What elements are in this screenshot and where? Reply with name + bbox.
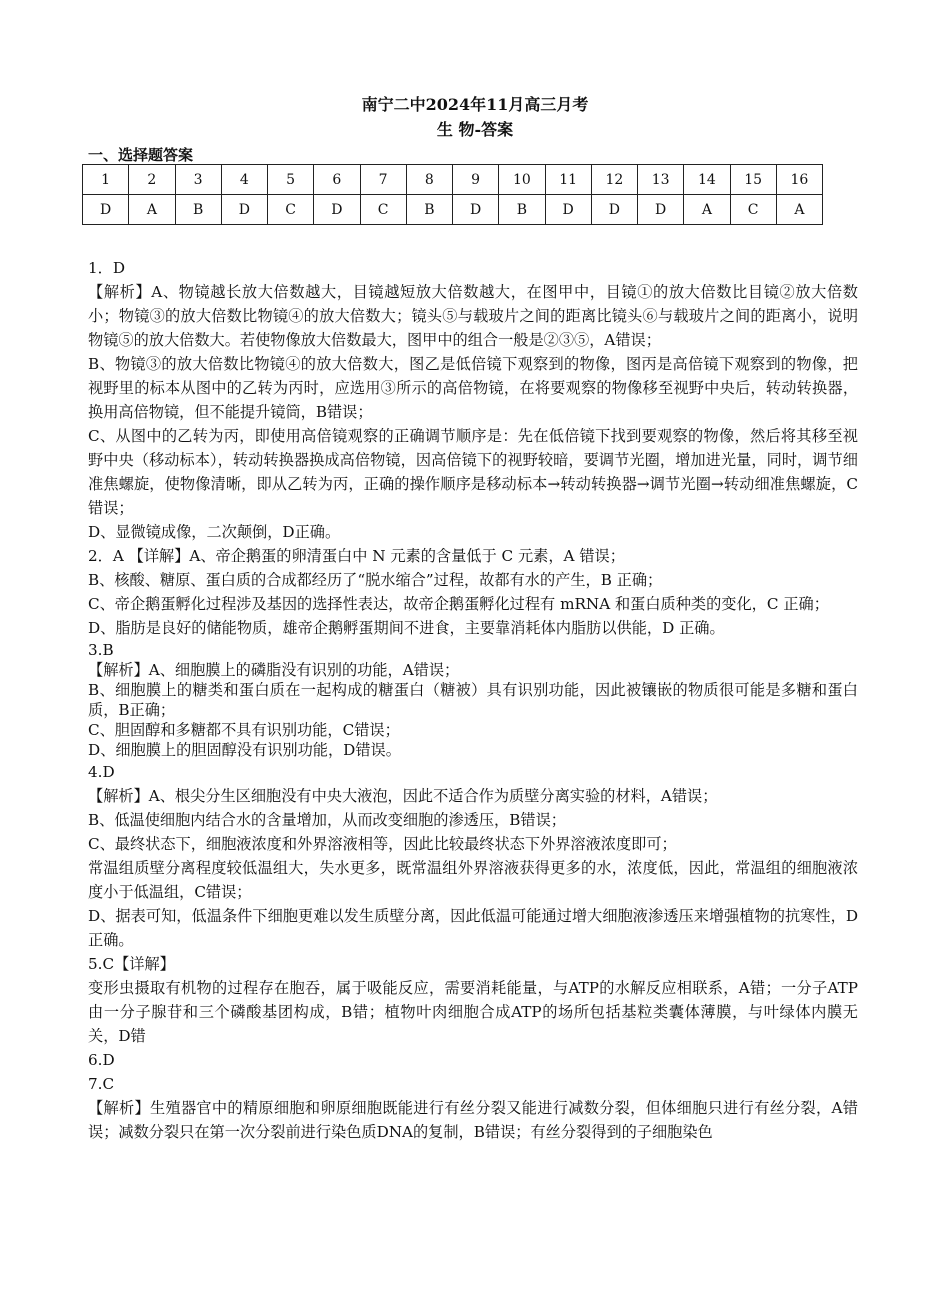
question-number: 4: [221, 165, 267, 195]
explanation-paragraph: 变形虫摄取有机物的过程存在胞吞，属于吸能反应，需要消耗能量，与ATP的水解反应相联系，A错；一分子ATP由一分子腺苷和三个磷酸基团构成，B错；植物叶肉细胞合成ATP的场所包括基粒类囊体薄膜，与叶绿体内膜无关，D错: [88, 979, 858, 1045]
question-number-line: 7.C: [88, 1075, 115, 1093]
answer-cell: B: [406, 195, 452, 225]
question-number: 15: [730, 165, 776, 195]
question-number-line: 3.B: [88, 641, 114, 659]
explanation-paragraph: B、物镜③的放大倍数比物镜④的放大倍数大，图乙是低倍镜下观察到的物像，图丙是高倍镜下观察到的物像，把视野里的标本从图中的乙转为丙时，应选用③所示的高倍物镜，在将要观察的物像移至视野中央后，转动转换器，换用高倍物镜，但不能提升镜筒，B错误；: [88, 355, 858, 421]
explanation-paragraph: 【解析】A、物镜越长放大倍数越大，目镜越短放大倍数越大，在图甲中，目镜①的放大倍数比目镜②放大倍数小；物镜③的放大倍数比物镜④的放大倍数大；镜头⑤与载玻片之间的距离比镜头⑥与载玻片之间的距离小，说明物镜⑤的放大倍数大。若使物像放大倍数最大，图甲中的组合一般是②③⑤，A错误；: [88, 283, 858, 349]
answer-cell: D: [591, 195, 637, 225]
question-number: 9: [453, 165, 499, 195]
question-number: 16: [776, 165, 822, 195]
question-number-line: 4.D: [88, 763, 115, 781]
section-heading: 一、选择题答案: [88, 146, 194, 164]
question-number: 13: [638, 165, 684, 195]
answer-cell: D: [638, 195, 684, 225]
explanation-paragraph: B、细胞膜上的糖类和蛋白质在一起构成的糖蛋白（糖被）具有识别功能，因此被镶嵌的物质很可能是多糖和蛋白质，B正确；: [88, 681, 858, 719]
question-number-line: 6.D: [88, 1051, 115, 1069]
explanation-paragraph: C、帝企鹅蛋孵化过程涉及基因的选择性表达，故帝企鹅蛋孵化过程有 mRNA 和蛋白质种类的变化，C 正确；: [88, 595, 829, 613]
explanation-paragraph: C、最终状态下，细胞液浓度和外界溶液相等，因此比较最终状态下外界溶液浓度即可；: [88, 835, 677, 853]
question-number: 12: [591, 165, 637, 195]
explanation-paragraph: D、据表可知，低温条件下细胞更难以发生质壁分离，因此低温可能通过增大细胞液渗透压来增强植物的抗寒性，D正确。: [88, 907, 858, 949]
question-number: 3: [175, 165, 221, 195]
question-number: 7: [360, 165, 406, 195]
explanation-paragraph: 常温组质壁分离程度较低温组大，失水更多，既常温组外界溶液获得更多的水，浓度低，因此，常温组的细胞液浓度小于低温组，C错误；: [88, 859, 858, 901]
question-number: 5: [268, 165, 314, 195]
answer-cell: A: [129, 195, 175, 225]
answer-cell: C: [730, 195, 776, 225]
explanation-paragraph: 【解析】生殖器官中的精原细胞和卵原细胞既能进行有丝分裂又能进行减数分裂，但体细胞只进行有丝分裂，A错误；减数分裂只在第一次分裂前进行染色质DNA的复制，B错误；有丝分裂得到的子细胞染色: [88, 1099, 858, 1141]
answer-cell: A: [776, 195, 822, 225]
question-number-line: 1．D: [88, 259, 126, 277]
explanation-body: [88, 256, 858, 1144]
explanation-paragraph: B、低温使细胞内结合水的含量增加，从而改变细胞的渗透压，B错误；: [88, 811, 566, 829]
explanation-paragraph: 2．A 【详解】A、帝企鹅蛋的卵清蛋白中 N 元素的含量低于 C 元素，A 错误；: [88, 547, 625, 565]
answer-cell: D: [545, 195, 591, 225]
answer-cell: D: [221, 195, 267, 225]
explanation-paragraph: C、从图中的乙转为丙，即使用高倍镜观察的正确调节顺序是：先在低倍镜下找到要观察的物像，然后将其移至视野中央（移动标本），转动转换器换成高倍物镜，因高倍镜下的视野较暗，要调节光圈，增加进光量，同时，调节细准焦螺旋，使物像清晰，即从乙转为丙，正确的操作顺序是移动标本→转动转换器→调节光圈→转动细准焦螺旋，C错误；: [88, 427, 858, 517]
explanation-paragraph: D、显微镜成像，二次颠倒，D正确。: [88, 523, 341, 541]
explanation-paragraph: D、脂肪是良好的储能物质，雄帝企鹅孵蛋期间不进食，主要靠消耗体内脂肪以供能，D 正确。: [88, 619, 725, 637]
question-number: 1: [83, 165, 129, 195]
page-title: 南宁二中2024年11月高三月考: [361, 95, 589, 114]
question-number: 11: [545, 165, 591, 195]
question-number: 8: [406, 165, 452, 195]
explanation-paragraph: B、核酸、糖原、蛋白质的合成都经历了“脱水缩合”过程，故都有水的产生，B 正确；: [88, 571, 663, 589]
question-number: 14: [684, 165, 730, 195]
explanation-paragraph: D、细胞膜上的胆固醇没有识别功能，D错误。: [88, 741, 401, 759]
answer-cell: D: [314, 195, 360, 225]
question-number-line: 5.C【详解】: [88, 955, 175, 973]
question-number: 6: [314, 165, 360, 195]
answer-table: [82, 164, 823, 225]
answer-cell: C: [268, 195, 314, 225]
explanation-paragraph: C、胆固醇和多糖都不具有识别功能，C错误；: [88, 721, 400, 739]
question-number: 2: [129, 165, 175, 195]
page-subtitle: 生 物-答案: [436, 120, 514, 139]
answer-cell: B: [175, 195, 221, 225]
question-number-row: [83, 165, 823, 195]
question-number: 10: [499, 165, 545, 195]
answer-cell: A: [684, 195, 730, 225]
explanation-paragraph: 【解析】A、根尖分生区细胞没有中央大液泡，因此不适合作为质壁分离实验的材料，A错误；: [88, 787, 718, 805]
answer-cell: D: [83, 195, 129, 225]
answer-cell: D: [453, 195, 499, 225]
explanation-paragraph: 【解析】A、细胞膜上的磷脂没有识别的功能，A错误；: [88, 661, 460, 679]
answer-cell: B: [499, 195, 545, 225]
answer-row: [83, 195, 823, 225]
answer-cell: C: [360, 195, 406, 225]
